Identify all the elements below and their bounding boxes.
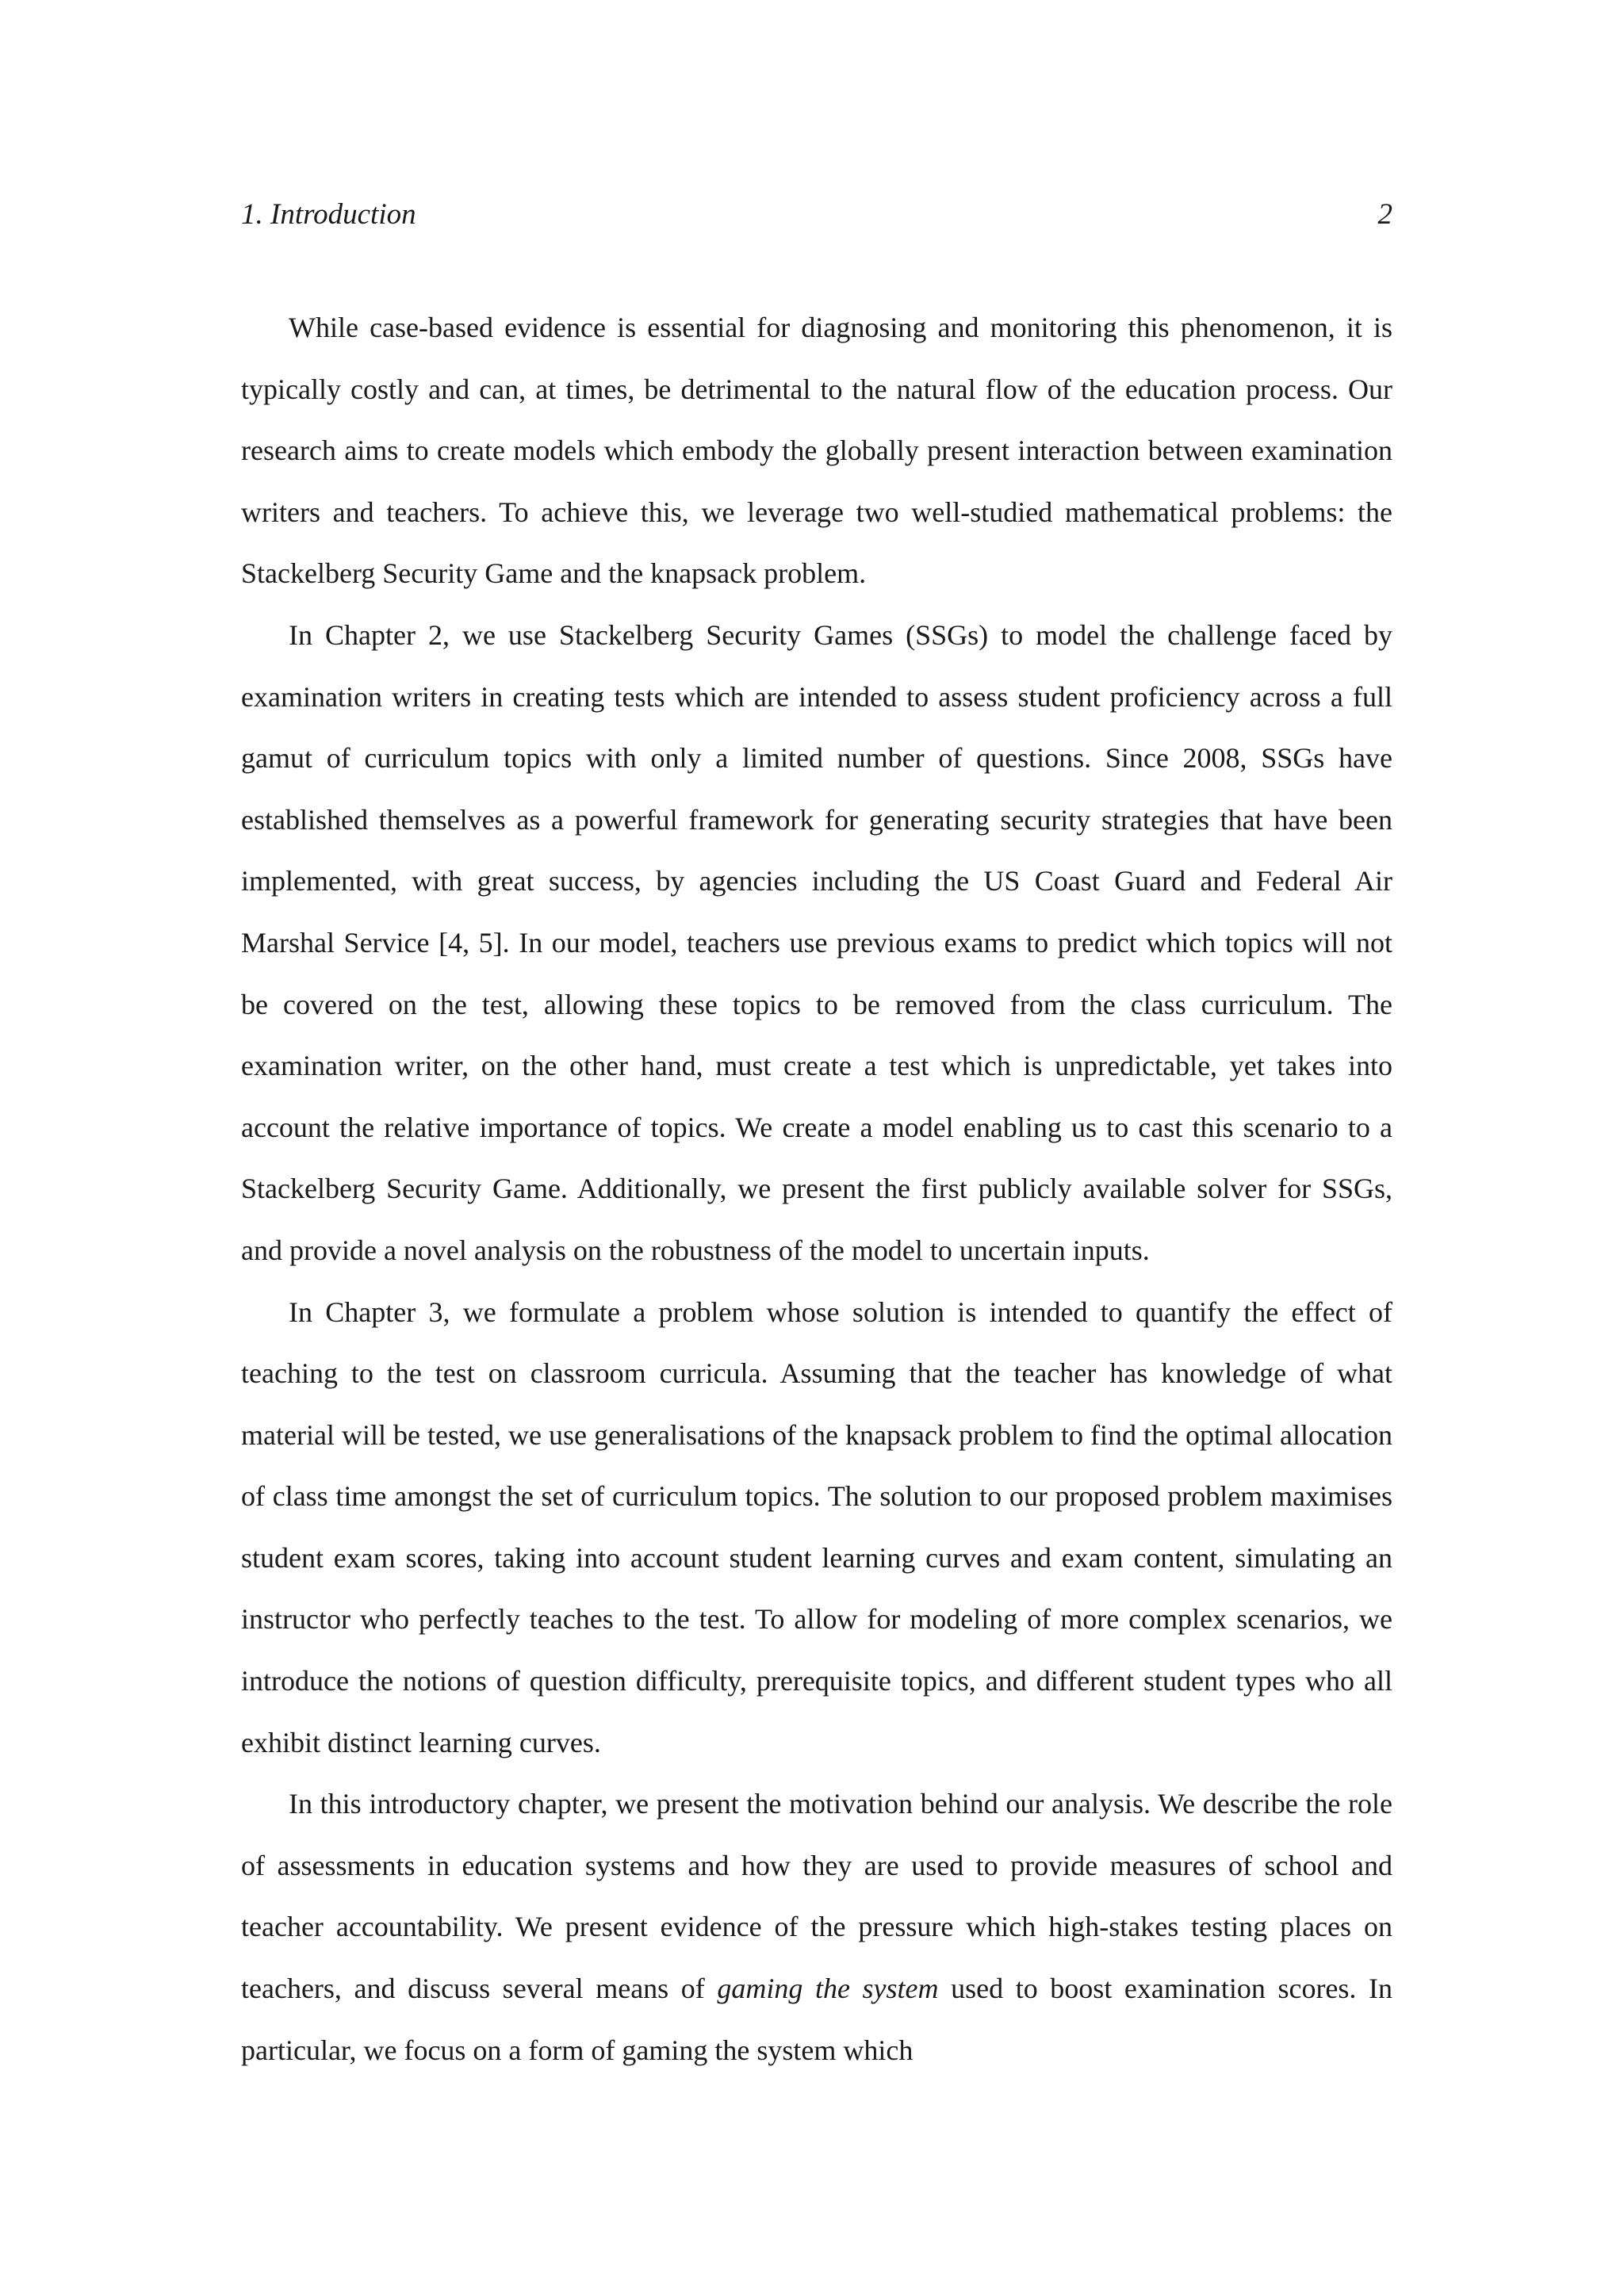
emphasis-gaming-the-system: gaming the system: [717, 1973, 939, 2005]
paragraph-case-based-evidence: While case-based evidence is essential for diagnosing and monitoring this phenomenon, it is typically costly and can, at times, be detrimental to the natural flow of the education process. Our research aims to create models which embody the globally present interaction between examination writers and teachers. To achieve this, we leverage two well-studied mathematical problems: the Stackelberg Security Game and the knapsack problem.: [241, 312, 1392, 590]
paragraph-chapter-3: In Chapter 3, we formulate a problem whose solution is intended to quantify the effect of teaching to the test on classroom curricula. Assuming that the teacher has knowledge of what material will be tested, we use generalisations of the knapsack problem to find the optimal allocation of class time amongst the set of curriculum topics. The solution to our proposed problem maximises student exam scores, taking into account student learning curves and exam content, simulating an instructor who perfectly teaches to the test. To allow for modeling of more complex scenarios, we introduce the notions of question difficulty, prerequisite topics, and different student types who all exhibit distinct learning curves.: [241, 1295, 1392, 1758]
paragraph-introductory-chapter: [241, 1774, 1392, 2081]
paragraph-text-end: used to boost examination scores. In particular, we focus on a form of gaming the system which: [241, 1973, 1392, 2066]
paragraph-text-start: In this introductory chapter, we present the motivation behind our analysis. We describe the role of assessments in education systems and how they are used to provide measures of school and teacher accountability. We present evidence of the pressure which high-stakes testing places on teachers, and discuss several means of: [241, 1788, 1392, 2005]
page-number: 2: [1377, 198, 1392, 231]
running-header: [241, 195, 1392, 235]
paragraph-chapter-2: In Chapter 2, we use Stackelberg Security Games (SSGs) to model the challenge faced by examination writers in creating tests which are intended to assess student proficiency across a full gamut of curriculum topics with only a limited number of questions. Since 2008, SSGs have established themselves as a powerful framework for generating security strategies that have been implemented, with great success, by agencies including the US Coast Guard and Federal Air Marshal Service [4, 5]. In our model, teachers use previous exams to predict which topics will not be covered on the test, allowing these topics to be removed from the class curriculum. The examination writer, on the other hand, must create a test which is unpredictable, yet takes into account the relative importance of topics. We create a model enabling us to cast this scenario to a Stackelberg Security Game. Additionally, we present the first publicly available solver for SSGs, and provide a novel analysis on the robustness of the model to uncertain inputs.: [241, 618, 1392, 1266]
chapter-title: 1. Introduction: [241, 198, 416, 231]
body-text: [241, 297, 1392, 2081]
